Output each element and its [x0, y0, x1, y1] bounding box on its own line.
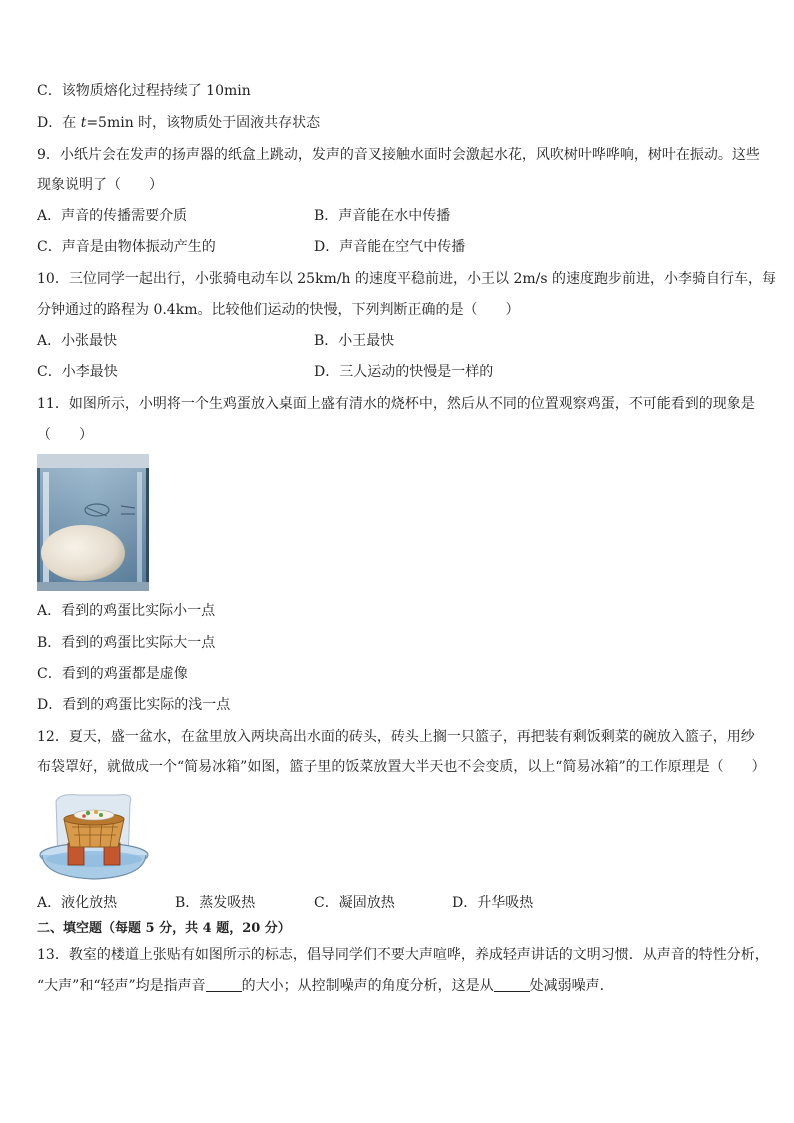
q11-option-a: A．看到的鸡蛋比实际小一点: [37, 603, 216, 619]
q10-stem-line1: 10．三位同学一起出行，小张骑电动车以 25km/h 的速度平稳前进，小王以 2m/s 的速度跑步前进，小李骑自行车，每: [37, 271, 777, 287]
q11-option-b: B．看到的鸡蛋比实际大一点: [37, 635, 216, 651]
q12-option-a: A．液化放热: [37, 895, 118, 911]
simple-fridge-image: [38, 791, 150, 883]
q13-blank-1[interactable]: [206, 977, 242, 992]
egg-in-beaker-image: [37, 454, 149, 591]
q10-stem-line2: 分钟通过的路程为 0.4km。比较他们运动的快慢，下列判断正确的是（ ）: [37, 302, 520, 318]
q9-option-c: C．声音是由物体振动产生的: [37, 239, 216, 255]
egg-in-beaker-illustration: [37, 454, 149, 591]
q8-option-c: C．该物质熔化过程持续了 10min: [37, 83, 251, 99]
q9-option-a: A．声音的传播需要介质: [37, 208, 188, 224]
q9-option-d: D．声音能在空气中传播: [314, 239, 466, 255]
q9-stem-line1: 9．小纸片会在发声的扬声器的纸盒上跳动，发声的音叉接触水面时会激起水花，风吹树叶哗哗响，树叶在振动。这些: [37, 147, 760, 163]
q10-option-a: A．小张最快: [37, 333, 118, 349]
q11-stem-line1: 11．如图所示，小明将一个生鸡蛋放入桌面上盛有清水的烧杯中，然后从不同的位置观察鸡蛋，不可能看到的现象是: [37, 396, 755, 412]
q11-option-c: C．看到的鸡蛋都是虚像: [37, 666, 188, 682]
q10-option-c: C．小李最快: [37, 364, 118, 380]
q11-option-d: D．看到的鸡蛋比实际的浅一点: [37, 697, 231, 713]
q13-text-part3: 处减弱噪声．: [529, 978, 614, 994]
q11-stem-line2: （ ）: [37, 427, 93, 443]
section-heading-fill-in: 二、填空题（每题 5 分，共 4 题，20 分）: [37, 921, 291, 936]
q8-option-d-var: t: [80, 115, 87, 131]
q13-text-part2: 的大小；从控制噪声的角度分析，这是从: [241, 978, 494, 994]
q9-stem-line2: 现象说明了（ ）: [37, 177, 163, 193]
q12-option-d: D．升华吸热: [452, 895, 534, 911]
q10-option-b: B．小王最快: [314, 333, 395, 349]
q8-option-d-suffix: =5min 时，该物质处于固液共存状态: [86, 115, 321, 131]
q8-option-d: [37, 113, 764, 133]
q12-stem-line2: 布袋罩好，就做成一个“简易冰箱”如图，篮子里的饭菜放置大半天也不会变质，以上“简易冰箱”的工作原理是（ ）: [37, 759, 766, 775]
q13-blank-2[interactable]: [494, 977, 530, 992]
q12-option-b: B．蒸发吸热: [175, 895, 256, 911]
simple-fridge-illustration: [38, 791, 150, 883]
q10-option-d: D．三人运动的快慢是一样的: [314, 364, 494, 380]
q12-stem-line1: 12．夏天，盛一盆水，在盆里放入两块高出水面的砖头，砖头上搁一只篮子，再把装有剩饭剩菜的碗放入篮子，用纱: [37, 729, 755, 745]
q13-stem-line1: 13．教室的楼道上张贴有如图所示的标志，倡导同学们不要大声喧哗，养成轻声讲话的文明习惯．从声音的特性分析，: [37, 947, 769, 963]
q12-option-c: C．凝固放热: [314, 895, 395, 911]
q8-option-d-prefix: D．在: [37, 115, 81, 131]
q13-text-part1: “大声”和“轻声”均是指声音: [37, 978, 206, 994]
q13-stem-line2: [37, 976, 764, 996]
q9-option-b: B．声音能在水中传播: [314, 208, 451, 224]
